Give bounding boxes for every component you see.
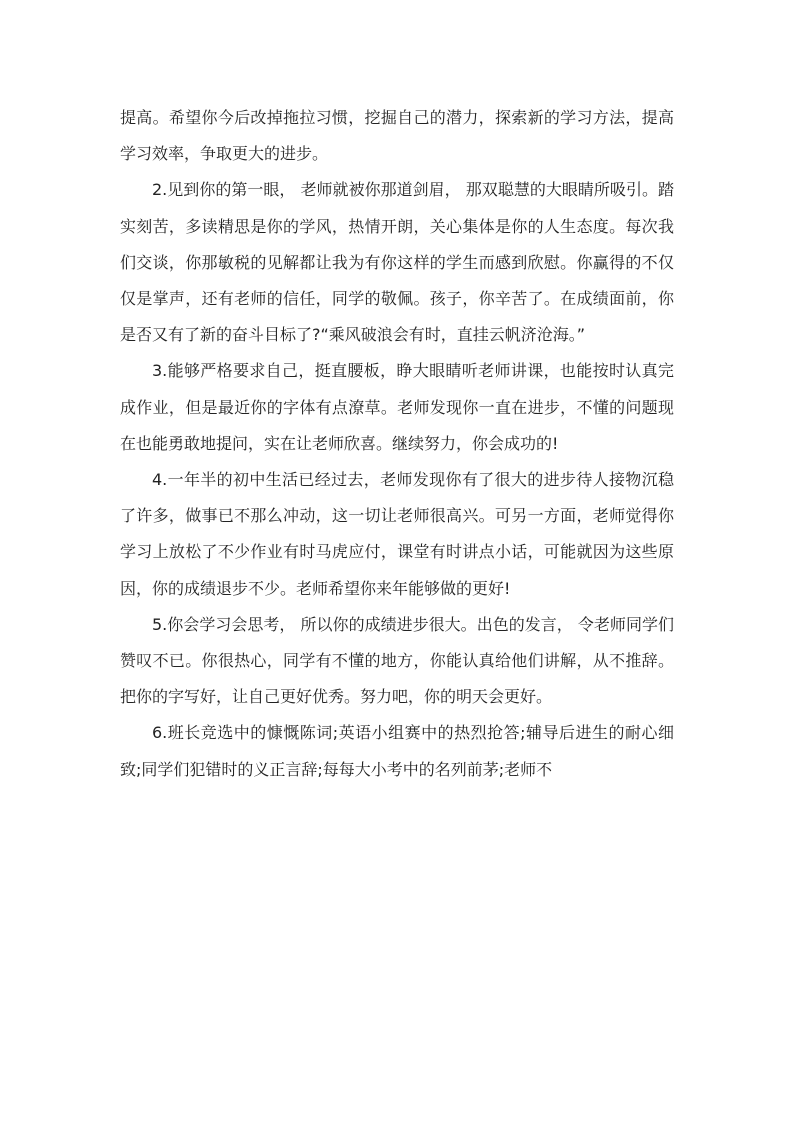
paragraph-comment-2: 2.见到你的第一眼， 老师就被你那道剑眉， 那双聪慧的大眼睛所吸引。踏实刻苦，多读精思是你的学风，热情开朗，关心集体是你的人生态度。每次我们交谈，你那敏税的见解都让我为有你这样的学生而感到欣慰。你赢得的不仅仅是掌声，还有老师的信任，同学的敬佩。孩子，你辛苦了。在成绩面前，你是否又有了新的奋斗目标了?“乘风破浪会有时，直挂云帆济沧海。” xyxy=(120,180,674,345)
paragraph-continued: 提高。希望你今后改掉拖拉习惯，挖掘自己的潜力，探索新的学习方法，提高学习效率，争取更大的进步。 xyxy=(120,108,674,164)
paragraph-comment-4: 4.一年半的初中生活已经过去，老师发现你有了很大的进步待人接物沉稳了许多，做事已不那么冲动，这一切让老师很高兴。可另一方面，老师觉得你学习上放松了不少作业有时马虎应付，课堂有时讲点小话，可能就因为这些原因，你的成绩退步不少。老师希望你来年能够做的更好! xyxy=(120,470,674,598)
document-body xyxy=(120,100,674,788)
paragraph-comment-5: 5.你会学习会思考， 所以你的成绩进步很大。出色的发言， 令老师同学们赞叹不已。你很热心，同学有不懂的地方，你能认真给他们讲解，从不推辞。把你的字写好，让自己更好优秀。努力吧，你的明天会更好。 xyxy=(120,614,674,707)
paragraph-comment-6: 6.班长竞选中的慷慨陈词;英语小组赛中的热烈抢答;辅导后进生的耐心细致;同学们犯错时的义正言辞;每每大小考中的名列前茅;老师不 xyxy=(120,723,674,779)
paragraph-comment-3: 3.能够严格要求自己，挺直腰板，睁大眼睛听老师讲课，也能按时认真完成作业，但是最近你的字体有点潦草。老师发现你一直在进步，不懂的问题现在也能勇敢地提问，实在让老师欣喜。继续努力，你会成功的! xyxy=(120,361,674,453)
